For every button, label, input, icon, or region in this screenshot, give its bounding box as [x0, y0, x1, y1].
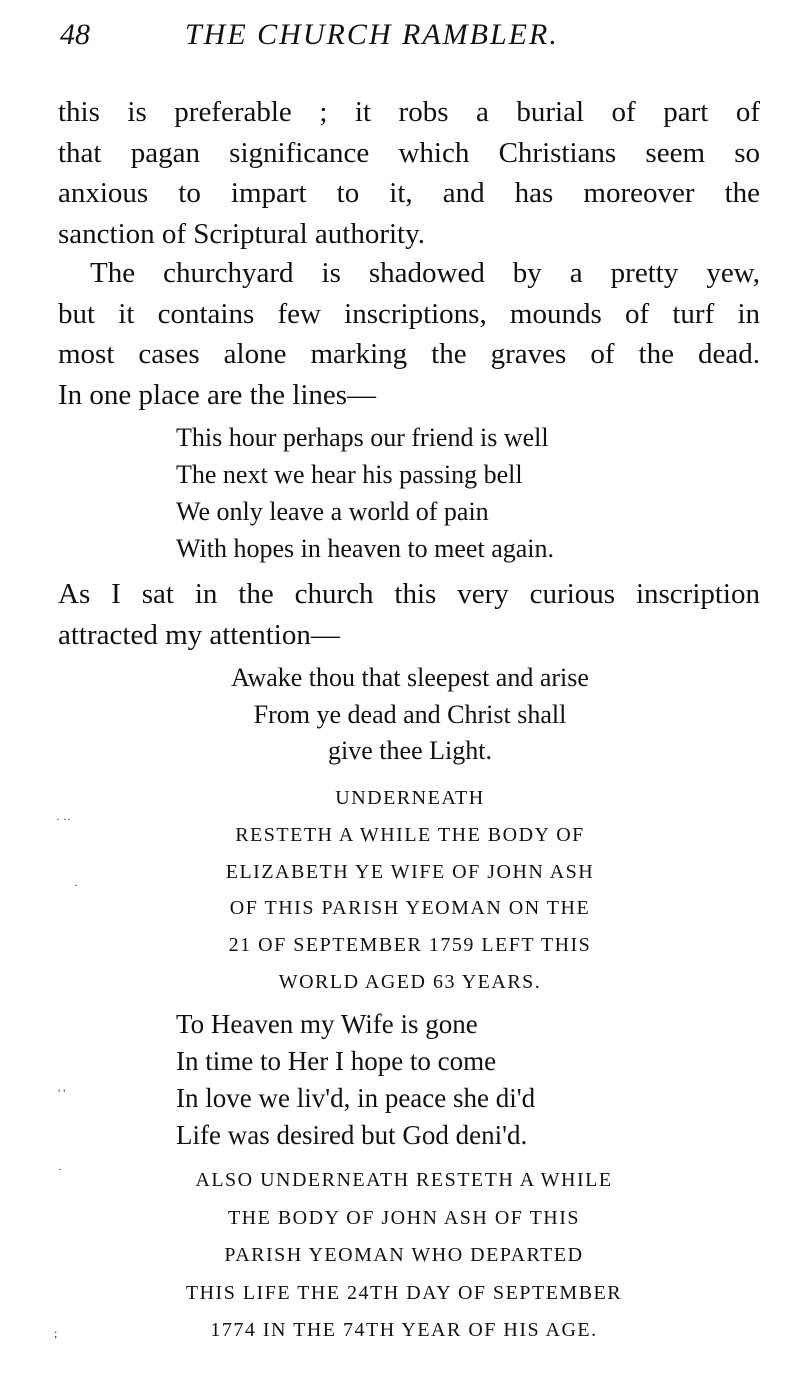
- running-title: THE CHURCH RAMBLER.: [185, 18, 559, 51]
- paragraph-inscription-intro: [58, 574, 760, 655]
- verse-line: In time to Her I hope to come: [176, 1046, 497, 1076]
- verse-line: This hour perhaps our friend is well: [176, 423, 549, 452]
- paragraph-churchyard: [58, 253, 760, 415]
- verse-line: From ye dead and Christ shall: [253, 699, 567, 729]
- inscription-line: UNDERNEATH: [335, 787, 485, 809]
- verse-passing-bell: [176, 419, 554, 567]
- scan-speck: ·: [74, 878, 78, 892]
- inscription-elizabeth-ash: [0, 780, 800, 1001]
- verse-line: give thee Light.: [328, 736, 492, 765]
- scan-speck: ·: [58, 1162, 62, 1176]
- inscription-line: PARISH YEOMAN WHO DEPARTED: [224, 1244, 584, 1266]
- verse-line: Awake thou that sleepest and arise: [231, 663, 589, 692]
- inscription-line: 21 OF SEPTEMBER 1759 LEFT THIS: [228, 934, 592, 957]
- scan-speck: ;: [54, 1326, 58, 1340]
- verse-heaven-wife: [176, 1006, 535, 1154]
- inscription-line: ELIZABETH YE WIFE OF JOHN ASH: [225, 860, 595, 883]
- inscription-line: RESTETH A WHILE THE BODY OF: [235, 823, 585, 846]
- scan-speck: · ··: [56, 812, 71, 826]
- verse-awake: [0, 660, 800, 770]
- inscription-line: ALSO UNDERNEATH RESTETH A WHILE: [195, 1169, 613, 1191]
- inscription-line: OF THIS PARISH YEOMAN ON THE: [229, 897, 591, 920]
- page-number: 48: [60, 18, 90, 51]
- verse-line: Life was desired but God deni'd.: [176, 1120, 528, 1150]
- text-line: that pagan significance which Christians seem so: [58, 136, 760, 169]
- text-line: As I sat in the church this very curious inscription: [58, 578, 760, 610]
- inscription-line: THE BODY OF JOHN ASH OF THIS: [227, 1206, 581, 1229]
- page-header: [0, 18, 800, 58]
- inscription-line: WORLD AGED 63 YEARS.: [278, 970, 542, 993]
- text-line: The churchyard is shadowed by a pretty yew,: [90, 257, 760, 289]
- text-line: sanction of Scriptural authority.: [58, 217, 425, 250]
- text-line: but it contains few inscriptions, mounds of turf in: [58, 297, 760, 330]
- verse-line: With hopes in heaven to meet again.: [176, 534, 555, 563]
- text-line: most cases alone marking the graves of the dead.: [58, 338, 760, 370]
- paragraph-burial: [58, 92, 760, 254]
- text-line: anxious to impart to it, and has moreover the: [58, 177, 760, 209]
- verse-line: The next we hear his passing bell: [176, 460, 523, 489]
- text-line: In one place are the lines—: [58, 378, 377, 411]
- inscription-john-ash: [0, 1162, 800, 1350]
- verse-line: We only leave a world of pain: [176, 497, 489, 526]
- verse-line: To Heaven my Wife is gone: [176, 1009, 478, 1039]
- inscription-line: THIS LIFE THE 24TH DAY OF SEPTEMBER: [185, 1281, 623, 1304]
- text-line: this is preferable ; it robs a burial of part of: [58, 96, 760, 128]
- verse-line: In love we liv'd, in peace she di'd: [176, 1083, 536, 1113]
- scan-speck: ' ': [58, 1086, 66, 1100]
- inscription-line: 1774 IN THE 74TH YEAR OF HIS AGE.: [210, 1319, 598, 1341]
- text-line: attracted my attention—: [58, 618, 340, 651]
